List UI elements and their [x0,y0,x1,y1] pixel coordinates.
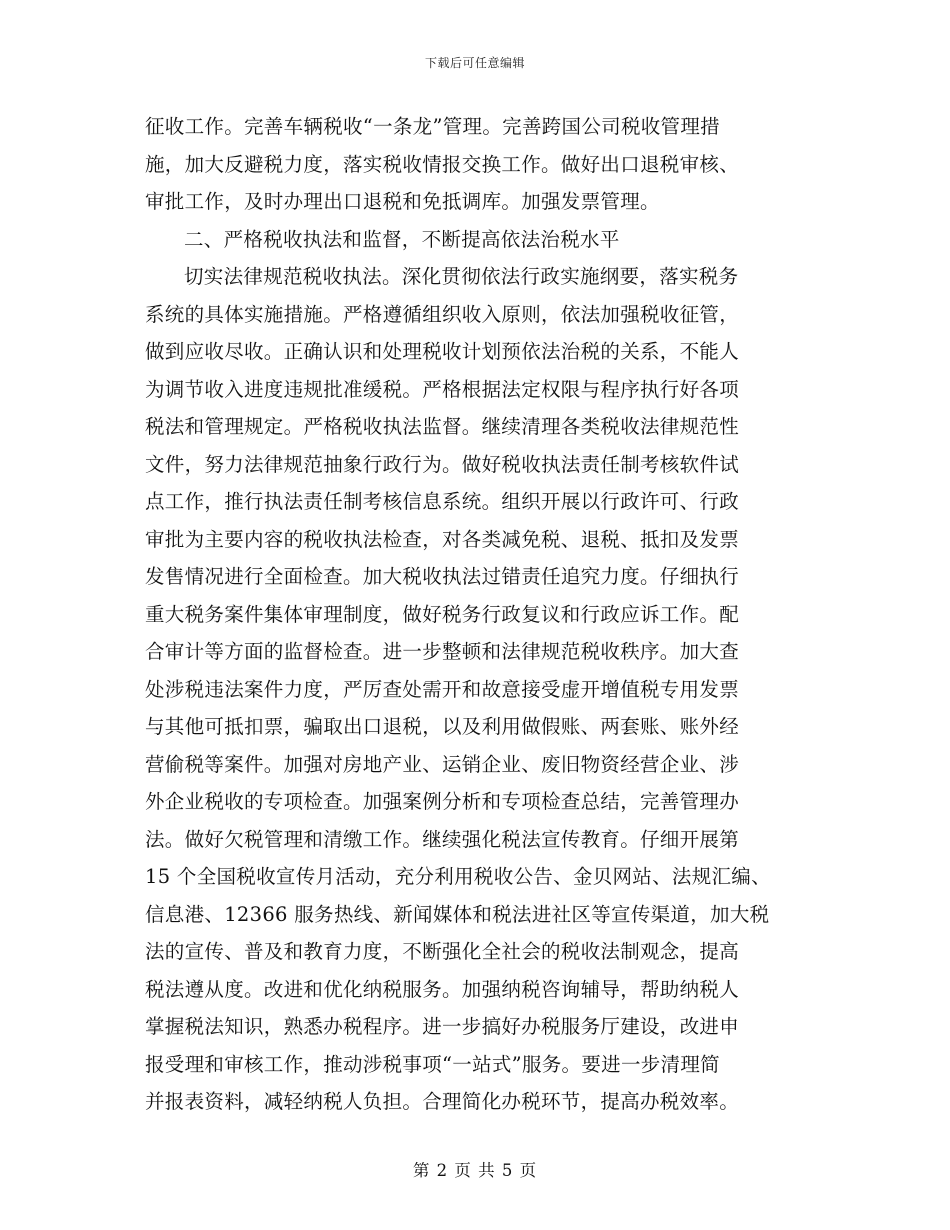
text-line: 外企业税收的专项检查。加强案例分析和专项检查总结，完善管理办 [145,790,740,813]
text-line: 为调节收入进度违规批准缓税。严格根据法定权限与程序执行好各项 [145,377,740,401]
text-line: 与其他可抵扣票，骗取出口退税，以及利用做假账、两套账、账外经 [145,715,740,738]
text-line: 征收工作。完善车辆税收“一条龙”管理。完善跨国公司税收管理措 [145,115,720,138]
document-body [145,108,810,1121]
text-line: 并报表资料，减轻纳税人负担。合理简化办税环节，提高办税效率。 [145,1090,740,1113]
text-line: 信息港、12366 服务热线、新闻媒体和税法进社区等宣传渠道，加大税 [145,902,770,926]
text-line: 合审计等方面的监督检查。进一步整顿和法律规范税收秩序。加大查 [145,640,740,663]
text-line: 15 个全国税收宣传月活动，充分利用税收公告、金贝网站、法规汇编、 [145,865,771,888]
text-line: 掌握税法知识，熟悉办税程序。进一步搞好办税服务厅建设，改进申 [145,1015,740,1038]
page-number: 第 2 页 共 5 页 [412,1161,538,1180]
text-line: 营偷税等案件。加强对房地产业、运销企业、废旧物资经营企业、涉 [145,752,740,776]
text-line: 发售情况进行全面检查。加大税收执法过错责任追究力度。仔细执行 [145,565,740,588]
text-line: 审批为主要内容的税收执法检查，对各类减免税、退税、抵扣及发票 [145,527,740,551]
text-line: 税法遵从度。改进和优化纳税服务。加强纳税咨询辅导，帮助纳税人 [145,977,740,1001]
text-line: 重大税务案件集体审理制度，做好税务行政复议和行政应诉工作。配 [145,602,740,626]
text-line: 切实法律规范税收执法。深化贯彻依法行政实施纲要，落实税务 [184,265,739,288]
text-line: 文件，努力法律规范抽象行政行为。做好税收执法责任制考核软件试 [145,452,740,476]
header-note: 下载后可任意编辑 [424,56,525,70]
text-line: 税法和管理规定。严格税收执法监督。继续清理各类税收法律规范性 [145,415,740,438]
text-line: 处涉税违法案件力度，严厉查处需开和故意接受虚开增值税专用发票 [145,677,740,701]
text-line: 做到应收尽收。正确认识和处理税收计划预依法治税的关系，不能人 [145,340,740,363]
text-line: 系统的具体实施措施。严格遵循组织收入原则，依法加强税收征管， [145,302,740,326]
text-line: 法的宣传、普及和教育力度，不断强化全社会的税收法制观念，提高 [145,940,740,963]
text-line: 点工作，推行执法责任制考核信息系统。组织开展以行政许可、行政 [145,490,740,513]
text-line: 二、严格税收执法和监督，不断提高依法治税水平 [184,227,620,251]
text-line: 审批工作，及时办理出口退税和免抵调库。加强发票管理。 [145,190,660,213]
text-line: 施，加大反避税力度，落实税收情报交换工作。做好出口退税审核、 [145,152,740,176]
text-line: 法。做好欠税管理和清缴工作。继续强化税法宣传教育。仔细开展第 [145,827,740,851]
text-line: 报受理和审核工作，推动涉税事项“一站式”服务。要进一步清理简 [145,1052,720,1076]
